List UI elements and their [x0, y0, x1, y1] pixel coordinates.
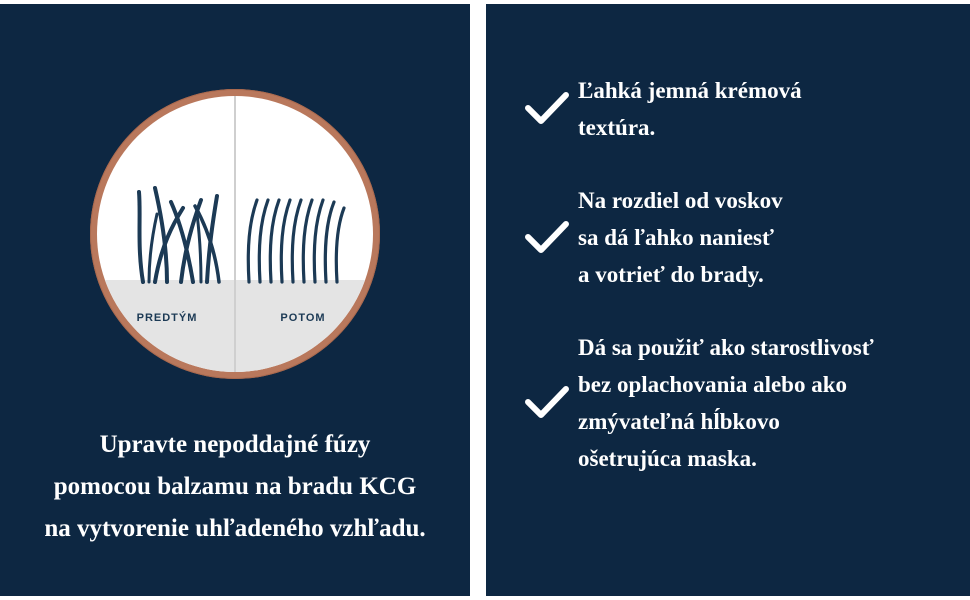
diagram-after-label: POTOM: [280, 312, 326, 324]
benefit-line: bez oplachovania alebo ako: [578, 372, 848, 397]
check-icon: [516, 221, 578, 255]
left-panel: [0, 4, 470, 596]
benefit-line: sa dá ľahko naniesť: [578, 225, 774, 250]
benefit-line: Ľahká jemná krémová: [578, 78, 802, 103]
check-icon: [516, 386, 578, 420]
diagram-before-label: PREDTÝM: [136, 312, 198, 324]
benefit-item: [516, 72, 946, 146]
benefit-text: [578, 182, 783, 293]
diagram-inner: [97, 96, 373, 372]
right-panel: [486, 4, 970, 596]
before-after-diagram: [90, 89, 380, 379]
benefit-line: textúra.: [578, 115, 656, 140]
benefit-text: [578, 329, 874, 477]
beard-hair-illustration: [97, 96, 373, 372]
benefit-item: [516, 329, 946, 477]
benefits-list: [516, 54, 946, 513]
left-caption-line-3: na vytvorenie uhľadeného vzhľadu.: [44, 515, 426, 542]
benefit-line: ošetrujúca maska.: [578, 446, 757, 471]
benefit-text: [578, 72, 802, 146]
benefit-line: a votrieť do brady.: [578, 262, 764, 287]
left-caption-line-2: pomocou balzamu na bradu KCG: [53, 473, 417, 500]
benefit-item: [516, 182, 946, 293]
check-icon: [516, 92, 578, 126]
benefit-line: Dá sa použiť ako starostlivosť: [578, 335, 874, 360]
left-caption: [20, 424, 450, 550]
benefit-line: Na rozdiel od voskov: [578, 188, 783, 213]
left-caption-line-1: Upravte nepoddajné fúzy: [99, 431, 371, 458]
benefit-line: zmývateľná hĺbkovo: [578, 409, 780, 434]
